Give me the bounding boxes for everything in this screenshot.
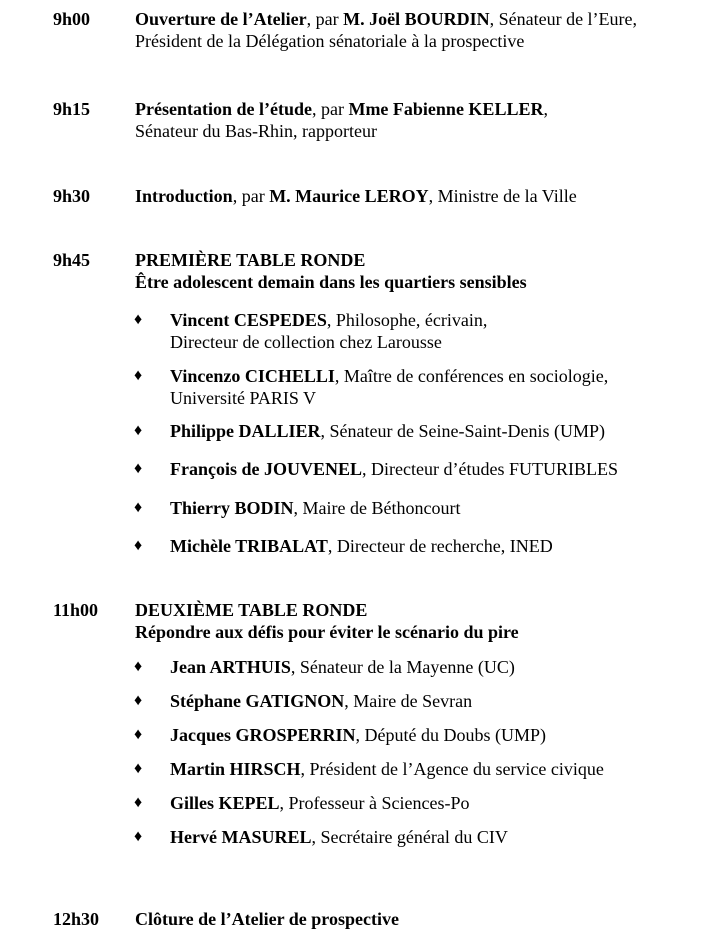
diamond-bullet-icon: ♦ bbox=[134, 828, 143, 845]
participant-role: , Sénateur de Seine-Saint-Denis (UMP) bbox=[320, 421, 605, 441]
table-subheading: Répondre aux défis pour éviter le scénario du pire bbox=[135, 622, 519, 642]
participant-role: , Secrétaire général du CIV bbox=[311, 827, 508, 847]
participant-role: , Sénateur de la Mayenne (UC) bbox=[290, 657, 515, 677]
agenda-time: 9h30 bbox=[53, 186, 91, 206]
agenda-line bbox=[135, 185, 705, 207]
participant-name: Martin HIRSCH bbox=[170, 759, 301, 779]
participant-text bbox=[170, 535, 553, 557]
participant-role: , Philosophe, écrivain, bbox=[326, 310, 488, 330]
agenda-line bbox=[135, 8, 705, 30]
participant-role: , Maire de Sevran bbox=[344, 691, 473, 711]
agenda-content bbox=[135, 185, 705, 207]
participant-text bbox=[170, 420, 605, 442]
diamond-bullet-icon: ♦ bbox=[134, 760, 143, 777]
agenda-by: , par bbox=[311, 99, 349, 119]
agenda-content bbox=[135, 908, 705, 930]
participant-role: , Professeur à Sciences-Po bbox=[279, 793, 470, 813]
diamond-bullet-icon: ♦ bbox=[134, 658, 143, 675]
participant-text bbox=[170, 458, 618, 480]
participant-text bbox=[170, 792, 469, 814]
agenda-time: 11h00 bbox=[53, 600, 99, 620]
participant-text bbox=[170, 656, 515, 678]
diamond-bullet-icon: ♦ bbox=[134, 692, 143, 709]
participant-name: Gilles KEPEL bbox=[170, 793, 280, 813]
agenda-content bbox=[135, 599, 705, 643]
diamond-bullet-icon: ♦ bbox=[134, 537, 143, 554]
participant-name: Michèle TRIBALAT bbox=[170, 536, 328, 556]
participant-name: Thierry BODIN bbox=[170, 498, 294, 518]
agenda-speaker: M. Joël BOURDIN bbox=[343, 9, 490, 29]
participant-role: , Maître de conférences en sociologie, bbox=[334, 366, 609, 386]
agenda-time: 9h15 bbox=[53, 99, 91, 119]
participant-role: , Président de l’Agence du service civique bbox=[300, 759, 604, 779]
agenda-title: Présentation de l’étude bbox=[135, 99, 312, 119]
agenda-title: Ouverture de l’Atelier bbox=[135, 9, 307, 29]
participant-role: , Maire de Béthoncourt bbox=[293, 498, 461, 518]
participant-name: Hervé MASUREL bbox=[170, 827, 312, 847]
table-heading: DEUXIÈME TABLE RONDE bbox=[135, 600, 368, 620]
participant-role: , Député du Doubs (UMP) bbox=[355, 725, 547, 745]
participant-role-line: Université PARIS V bbox=[170, 388, 317, 408]
diamond-bullet-icon: ♦ bbox=[134, 499, 143, 516]
participant-line bbox=[170, 420, 605, 442]
participant-name: François de JOUVENEL bbox=[170, 459, 363, 479]
participant-text bbox=[170, 309, 487, 353]
agenda-role-line: Président de la Délégation sénatoriale à la prospective bbox=[135, 31, 525, 51]
participant-text bbox=[170, 497, 460, 519]
agenda-content bbox=[135, 98, 705, 142]
diamond-bullet-icon: ♦ bbox=[134, 460, 143, 477]
agenda-content bbox=[135, 8, 705, 52]
agenda-title: Introduction bbox=[135, 186, 233, 206]
participant-role: , Directeur de recherche, INED bbox=[327, 536, 553, 556]
participant-name: Jacques GROSPERRIN bbox=[170, 725, 356, 745]
participant-line bbox=[170, 309, 487, 331]
participant-line bbox=[170, 826, 508, 848]
table-heading: PREMIÈRE TABLE RONDE bbox=[135, 250, 366, 270]
diamond-bullet-icon: ♦ bbox=[134, 367, 143, 384]
agenda-by: , par bbox=[306, 9, 344, 29]
participant-line bbox=[170, 724, 546, 746]
participant-line bbox=[170, 365, 608, 387]
agenda-time: 9h00 bbox=[53, 9, 91, 29]
participant-name: Jean ARTHUIS bbox=[170, 657, 291, 677]
participant-line bbox=[170, 497, 460, 519]
participant-role-line: Directeur de collection chez Larousse bbox=[170, 332, 442, 352]
participant-name: Vincent CESPEDES bbox=[170, 310, 327, 330]
agenda-role: , Sénateur de l’Eure, bbox=[489, 9, 638, 29]
participant-text bbox=[170, 365, 608, 409]
participant-name: Stéphane GATIGNON bbox=[170, 691, 345, 711]
participant-name: Vincenzo CICHELLI bbox=[170, 366, 335, 386]
participant-role: , Directeur d’études FUTURIBLES bbox=[362, 459, 618, 479]
table-subheading: Être adolescent demain dans les quartiers sensibles bbox=[135, 272, 527, 292]
participant-line bbox=[170, 792, 469, 814]
participant-line bbox=[170, 458, 618, 480]
agenda-line bbox=[135, 98, 705, 120]
participant-text bbox=[170, 690, 472, 712]
diamond-bullet-icon: ♦ bbox=[134, 422, 143, 439]
agenda-role: , bbox=[543, 99, 548, 119]
participant-text bbox=[170, 758, 604, 780]
agenda-by: , par bbox=[232, 186, 270, 206]
agenda-speaker: Mme Fabienne KELLER bbox=[348, 99, 544, 119]
agenda-title: Clôture de l’Atelier de prospective bbox=[135, 909, 399, 929]
participant-line bbox=[170, 690, 472, 712]
participant-line bbox=[170, 758, 604, 780]
agenda-speaker: M. Maurice LEROY bbox=[269, 186, 429, 206]
participant-text bbox=[170, 724, 546, 746]
agenda-time: 12h30 bbox=[53, 909, 100, 929]
diamond-bullet-icon: ♦ bbox=[134, 311, 143, 328]
participant-text bbox=[170, 826, 508, 848]
participant-line bbox=[170, 656, 515, 678]
diamond-bullet-icon: ♦ bbox=[134, 726, 143, 743]
agenda-role-line: Sénateur du Bas-Rhin, rapporteur bbox=[135, 121, 377, 141]
participant-line bbox=[170, 535, 553, 557]
diamond-bullet-icon: ♦ bbox=[134, 794, 143, 811]
agenda-role: , Ministre de la Ville bbox=[428, 186, 577, 206]
agenda-time: 9h45 bbox=[53, 250, 91, 270]
agenda-content bbox=[135, 249, 705, 293]
participant-name: Philippe DALLIER bbox=[170, 421, 321, 441]
